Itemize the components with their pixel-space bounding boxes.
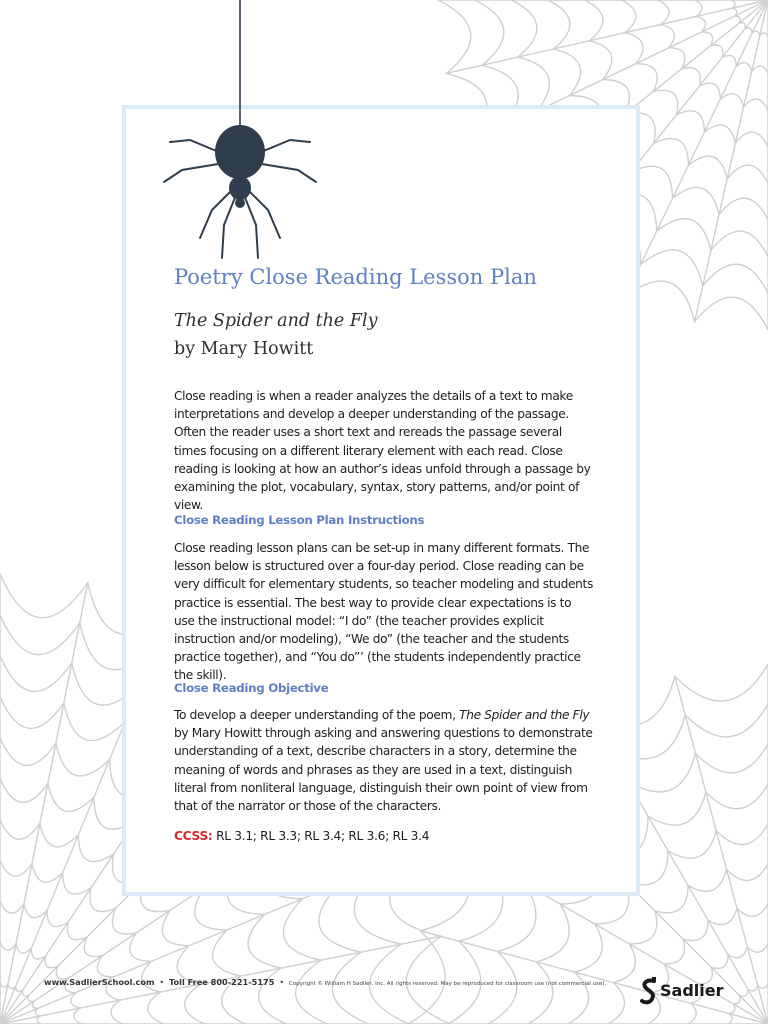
intro-paragraph: Close reading is when a reader analyzes the details of a text to make interpretations and develop a deeper understanding of the passage. Often the reader uses a short text and rereads the passage several times focusing on a different literary element with each read. Close reading is looking at how an author’s ideas unfold through a passage by examining the plot, vocabulary, syntax, story patterns, and/or point of view. (174, 389, 591, 513)
instructions-paragraph: Close reading lesson plans can be set-up in many different formats. The lesson below is structured over a four-day period. Close reading can be very difficult for elementary students, so teacher modeling and students practice is essential. The best way to provide clear expectations is to use the instructional model: “I do” (the teacher provides explicit instruction and/or modeling), “We do” (the teacher and the students practice together), and “You do”’ (the students independently practice the skill). (174, 541, 593, 683)
ccss-standards (174, 829, 429, 843)
spider-icon (160, 0, 330, 265)
objective-text-start: To develop a deeper understanding of the poem, (174, 708, 460, 722)
footer-website[interactable]: www.SadlierSchool.com (44, 977, 155, 987)
ccss-value: RL 3.1; RL 3.3; RL 3.4; RL 3.6; RL 3.4 (212, 829, 430, 843)
footer (44, 977, 606, 987)
sadlier-logo-text: Sadlier (660, 981, 724, 1000)
footer-copyright: Copyright © William H Sadlier, Inc. All rights reserved. May be reproduced for classroom use (not commercial use). (288, 981, 607, 987)
objective-paragraph (174, 706, 594, 815)
footer-separator: • (279, 978, 284, 987)
footer-toll-free: Toll Free 800-221-5175 (169, 977, 275, 987)
page-title: Poetry Close Reading Lesson Plan (174, 265, 537, 289)
objective-heading: Close Reading Objective (174, 681, 329, 695)
poem-author: by Mary Howitt (174, 339, 314, 359)
instructions-heading: Close Reading Lesson Plan Instructions (174, 513, 425, 527)
footer-separator: • (159, 978, 165, 987)
sadlier-logo-icon (640, 977, 658, 1005)
objective-poem-title: The Spider and the Fly (459, 708, 590, 722)
poem-title: The Spider and the Fly (174, 311, 378, 331)
ccss-label: CCSS: (174, 829, 213, 843)
objective-text-end: by Mary Howitt through asking and answering questions to demonstrate understanding of a text, describe characters in a story, determine the meaning of words and phrases as they are used in a text, distinguish literal from nonliteral language, distinguish their own point of view from that of the narrator or those of the characters. (174, 726, 593, 814)
